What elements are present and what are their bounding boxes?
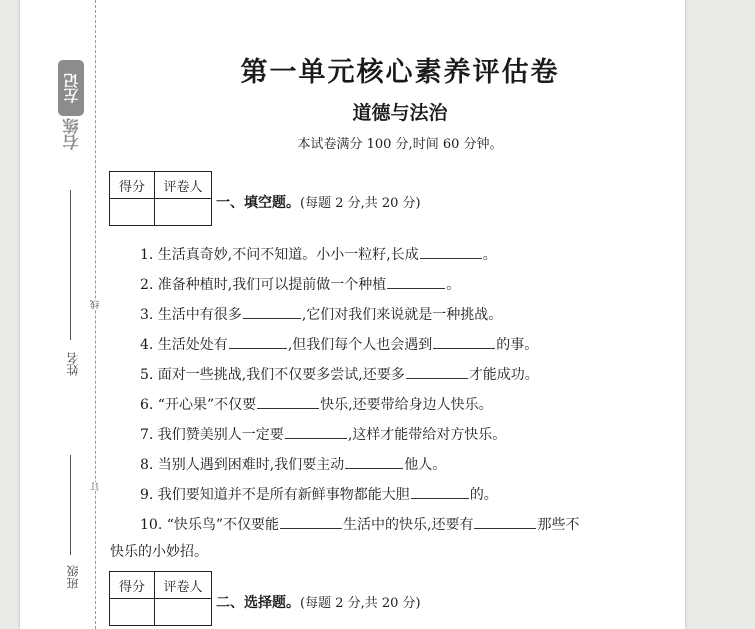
question-3 — [140, 304, 502, 324]
answer-blank[interactable] — [285, 424, 347, 439]
score-label: 得分 — [110, 572, 155, 599]
score-box-2 — [109, 571, 212, 626]
answer-blank[interactable] — [474, 514, 536, 529]
section-2-detail: (每题 2 分,共 20 分) — [300, 596, 421, 611]
question-text: 5. 面对一些挑战,我们不仅要多尝试,还要多 — [140, 367, 405, 383]
section-1-heading: 一、填空题。 — [216, 195, 300, 211]
name-label: 姓名 — [66, 352, 80, 376]
page-title: 第一单元核心素养评估卷 — [240, 57, 560, 88]
brand-text: 右练 — [61, 118, 81, 150]
question-text: 2. 准备种植时,我们可以提前做一个种植 — [140, 277, 387, 293]
question-9 — [140, 484, 498, 504]
section-1-detail: (每题 2 分,共 20 分) — [300, 196, 421, 211]
question-6 — [140, 394, 493, 414]
answer-blank[interactable] — [243, 304, 301, 319]
score-box-1 — [109, 171, 212, 226]
question-4 — [140, 334, 538, 354]
class-line — [70, 455, 71, 555]
line-mark: 线 — [91, 300, 101, 309]
question-text: 3. 生活中有很多 — [140, 307, 242, 323]
question-text: 6. “开心果”不仅要 — [140, 397, 257, 413]
score-cell[interactable] — [110, 199, 155, 226]
question-10-continued — [110, 541, 208, 561]
section-1-title — [216, 192, 421, 212]
score-label: 得分 — [110, 172, 155, 199]
binding-dotted-line — [95, 0, 96, 629]
question-text: 的。 — [469, 487, 498, 503]
question-text: 10. “快乐鸟”不仅要能 — [140, 517, 280, 533]
question-text: 快乐,还要带给身边人快乐。 — [320, 397, 493, 413]
question-text: 1. 生活真奇妙,不问不知道。小小一粒籽,长成 — [140, 247, 419, 263]
answer-blank[interactable] — [229, 334, 287, 349]
question-2 — [140, 274, 460, 294]
question-text: 那些不 — [537, 517, 580, 533]
question-10 — [140, 514, 579, 534]
question-text: 9. 我们要知道并不是所有新鲜事物都能大胆 — [140, 487, 410, 503]
name-line — [70, 190, 71, 340]
brand-logo-mark: 左记 — [58, 60, 84, 116]
question-text: 的事。 — [496, 337, 539, 353]
answer-blank[interactable] — [420, 244, 482, 259]
answer-blank[interactable] — [257, 394, 319, 409]
question-text: 他人。 — [404, 457, 447, 473]
question-1 — [140, 244, 497, 264]
answer-blank[interactable] — [411, 484, 469, 499]
exam-note: 本试卷满分 100 分,时间 60 分钟。 — [297, 137, 503, 152]
score-cell[interactable] — [110, 599, 155, 626]
question-text: 。 — [446, 277, 461, 293]
answer-blank[interactable] — [345, 454, 403, 469]
question-text: ,但我们每个人也会遇到 — [287, 337, 433, 353]
question-text: 快乐的小妙招。 — [110, 544, 208, 560]
question-7 — [140, 424, 506, 444]
grader-label: 评卷人 — [155, 172, 212, 199]
question-text: 。 — [482, 247, 497, 263]
question-text: 才能成功。 — [468, 367, 539, 383]
question-5 — [140, 364, 539, 384]
brand-logo — [58, 60, 84, 164]
section-2-title — [216, 592, 421, 612]
class-label: 班级 — [66, 565, 80, 589]
answer-blank[interactable] — [387, 274, 445, 289]
question-text: 4. 生活处处有 — [140, 337, 228, 353]
exam-page — [20, 0, 685, 629]
question-text: 生活中的快乐,还要有 — [343, 517, 474, 533]
answer-blank[interactable] — [280, 514, 342, 529]
ding-mark: 订 — [91, 482, 101, 491]
section-2-heading: 二、选择题。 — [216, 595, 300, 611]
answer-blank[interactable] — [433, 334, 495, 349]
question-text: 7. 我们赞美别人一定要 — [140, 427, 284, 443]
grader-cell[interactable] — [155, 199, 212, 226]
answer-blank[interactable] — [406, 364, 468, 379]
grader-cell[interactable] — [155, 599, 212, 626]
question-text: 8. 当别人遇到困难时,我们要主动 — [140, 457, 345, 473]
question-8 — [140, 454, 446, 474]
page-subtitle: 道德与法治 — [352, 102, 448, 124]
question-text: ,这样才能带给对方快乐。 — [347, 427, 507, 443]
question-text: ,它们对我们来说就是一种挑战。 — [301, 307, 503, 323]
grader-label: 评卷人 — [155, 572, 212, 599]
